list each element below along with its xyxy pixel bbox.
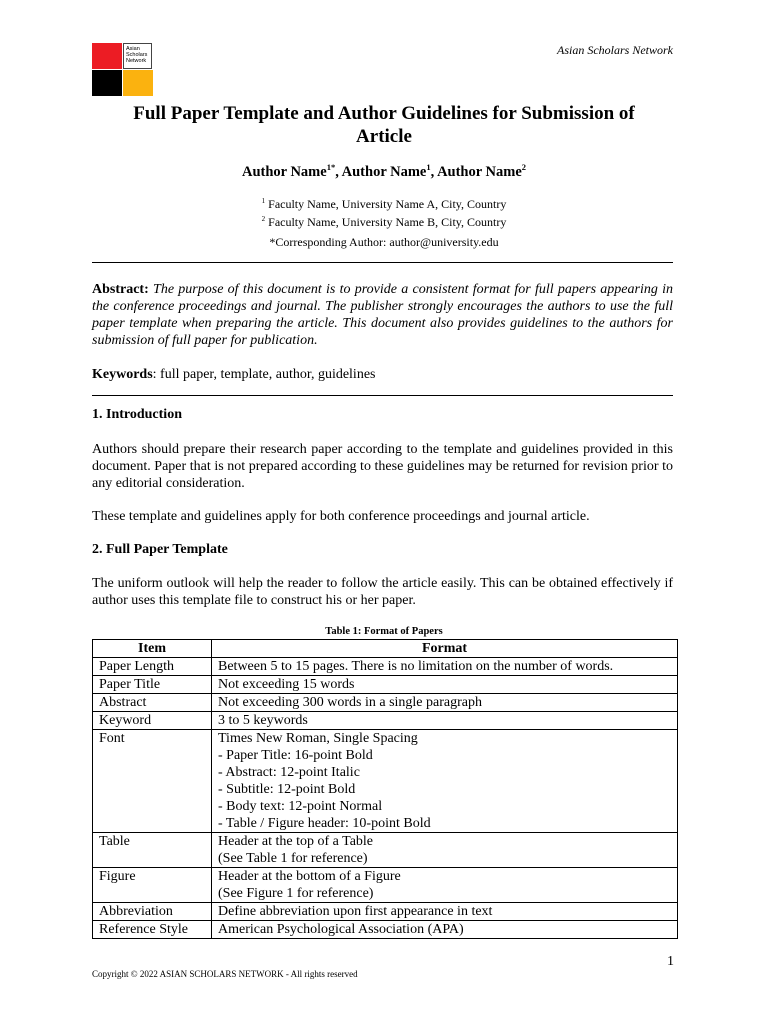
author-affiliation-mark: 2 [521, 162, 527, 172]
table-row [93, 921, 678, 939]
format-line: Not exceeding 300 words in a single paragraph [218, 695, 482, 710]
table-cell-format [212, 712, 678, 730]
affiliation-line [92, 194, 676, 212]
format-line: (See Figure 1 for reference) [218, 886, 374, 901]
abstract [92, 281, 673, 349]
logo-yellow-block [123, 70, 153, 96]
format-line: Define abbreviation upon first appearance in text [218, 904, 493, 919]
author-name: Author Name [241, 163, 327, 180]
table-header-cell: Format [212, 640, 678, 658]
body-paragraph: The uniform outlook will help the reader to follow the article easily. This can be obtained effectively if author uses this template file to construct his or her paper. [92, 576, 673, 608]
table-cell-format [212, 833, 678, 868]
logo-text-line: Network [126, 58, 147, 64]
affiliation-line [92, 212, 676, 230]
table-cell-format [212, 676, 678, 694]
table-cell-format [212, 868, 678, 903]
publisher-logo [92, 43, 153, 96]
author-list [92, 162, 676, 181]
affiliation-mark: 1 [261, 197, 266, 205]
body-paragraph: Authors should prepare their research paper according to the template and guidelines provided in this document. Paper that is not prepared according to these guidelines may be returned for revision prior to any editorial consideration. [92, 442, 673, 491]
author-separator: , [430, 163, 438, 180]
format-line: Not exceeding 15 words [218, 677, 355, 692]
table-cell-item: Font [93, 730, 212, 833]
paper-title-line: Article [356, 126, 412, 147]
divider-rule [92, 262, 673, 263]
format-line: Header at the top of a Table [218, 834, 374, 849]
table-cell-item: Paper Length [93, 658, 212, 676]
author-name: Author Name [341, 163, 427, 180]
logo-text-line: Scholars [126, 52, 148, 58]
logo-red-block [92, 43, 122, 69]
format-line: - Subtitle: 12-point Bold [218, 782, 356, 797]
table-cell-format [212, 730, 678, 833]
page-number: 1 [667, 954, 674, 969]
table-cell-format [212, 921, 678, 939]
table-cell-format [212, 658, 678, 676]
table-cell-item: Paper Title [93, 676, 212, 694]
table-row [93, 903, 678, 921]
logo-text-line: Asian [126, 46, 140, 52]
keywords-text: : full paper, template, author, guidelines [152, 367, 376, 382]
table-header-cell: Item [93, 640, 212, 658]
table-cell-item: Figure [93, 868, 212, 903]
author-affiliation-mark: 1 [426, 162, 431, 172]
section-heading: 1. Introduction [92, 407, 182, 422]
table-cell-format [212, 694, 678, 712]
table-row [93, 658, 678, 676]
affiliation-mark: 2 [261, 215, 266, 223]
abstract-text: The purpose of this document is to provide a consistent format for full papers appearing in the conference proceedings and journal. The publisher strongly encourages the authors to use the full paper template when preparing the article. This document also provides guidelines to the authors for submission of full paper for publication. [92, 282, 673, 348]
paper-title-line: Full Paper Template and Author Guidelines for Submission of [133, 103, 635, 124]
table-cell-format [212, 903, 678, 921]
journal-name: Asian Scholars Network [557, 43, 673, 57]
keywords [92, 366, 673, 383]
table-row [93, 730, 678, 833]
table-row [93, 833, 678, 868]
format-line: (See Table 1 for reference) [218, 851, 368, 866]
table-row [93, 868, 678, 903]
table-row [93, 676, 678, 694]
keywords-label: Keywords [92, 367, 153, 382]
format-line: Header at the bottom of a Figure [218, 869, 401, 884]
logo-text-block [123, 43, 152, 69]
table-row [93, 712, 678, 730]
author-affiliation-mark: 1* [326, 162, 336, 172]
table-cell-item: Reference Style [93, 921, 212, 939]
table-cell-item: Table [93, 833, 212, 868]
section-heading: 2. Full Paper Template [92, 542, 228, 557]
divider-rule [92, 395, 673, 396]
author-name: Author Name [437, 163, 522, 180]
abstract-label: Abstract: [92, 282, 149, 297]
format-line: - Table / Figure header: 10-point Bold [218, 816, 431, 831]
logo-black-block [92, 70, 122, 96]
format-line: American Psychological Association (APA) [218, 922, 464, 937]
affiliations [92, 194, 676, 230]
format-line: Times New Roman, Single Spacing [218, 731, 418, 746]
format-table [92, 639, 678, 939]
table-cell-item: Keyword [93, 712, 212, 730]
format-line: Between 5 to 15 pages. There is no limitation on the number of words. [218, 659, 614, 674]
format-line: - Paper Title: 16-point Bold [218, 748, 373, 763]
copyright-notice: Copyright © 2022 ASIAN SCHOLARS NETWORK - All rights reserved [92, 969, 358, 979]
author-separator: , [335, 163, 342, 180]
table-header-row [93, 640, 678, 658]
affiliation-text: Faculty Name, University Name B, City, Country [265, 215, 507, 229]
format-line: - Abstract: 12-point Italic [218, 765, 360, 780]
format-line: 3 to 5 keywords [218, 713, 308, 728]
table-cell-item: Abstract [93, 694, 212, 712]
table-cell-item: Abbreviation [93, 903, 212, 921]
corresponding-author: *Corresponding Author: author@university.edu [269, 235, 499, 249]
paper-title [92, 102, 676, 148]
affiliation-text: Faculty Name, University Name A, City, Country [265, 197, 507, 211]
table-row [93, 694, 678, 712]
format-line: - Body text: 12-point Normal [218, 799, 383, 814]
body-paragraph: These template and guidelines apply for both conference proceedings and journal article. [92, 509, 590, 524]
table-caption: Table 1: Format of Papers [325, 626, 443, 637]
